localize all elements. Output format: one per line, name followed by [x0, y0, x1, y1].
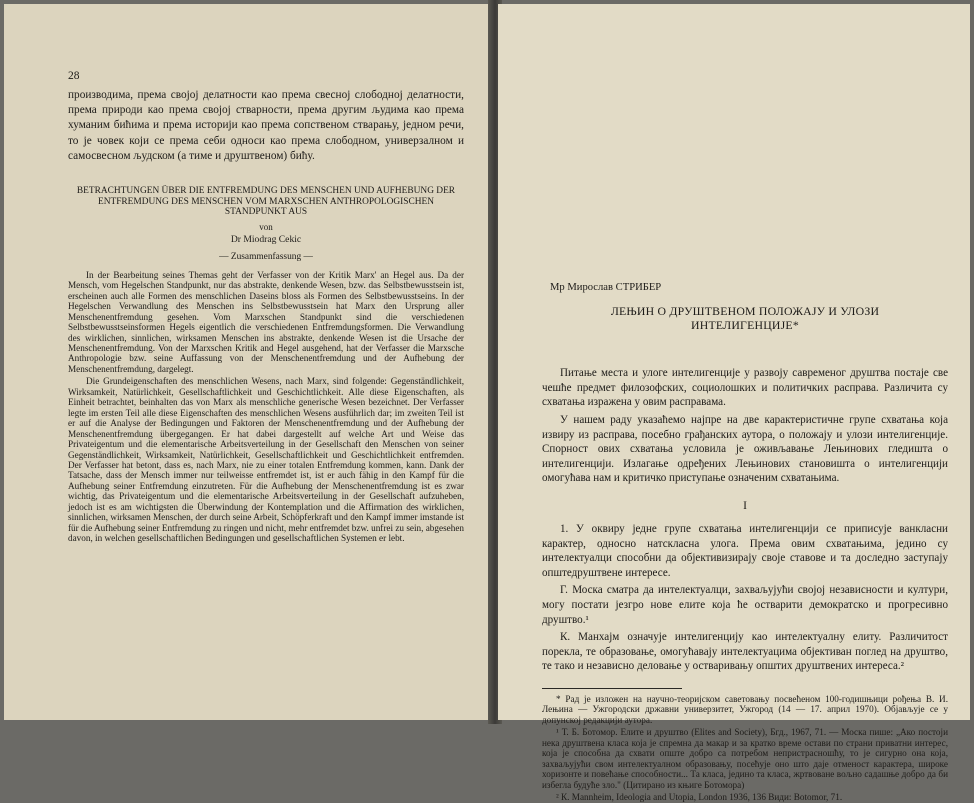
section-numeral: I — [743, 499, 747, 512]
summary-body — [68, 270, 464, 544]
left-page — [4, 4, 492, 720]
summary-von: von — [259, 221, 273, 232]
footnotes — [542, 694, 948, 803]
article-title: ЛЕЊИН О ДРУШТВЕНОМ ПОЛОЖАЈУ И УЛОЗИ ИНТЕЛИГЕНЦИЈЕ* — [610, 304, 880, 332]
body-paragraph: 1. У оквиру једне групе схватања интелигенцији се приписује ванкласни карактер, односно натскласна улога. Према овим схватањима, једино су интелектуалци способни да објективизирају своје ставове и та доследно заступају општедруштвене интересе. — [542, 522, 948, 579]
page-number: 28 — [68, 70, 80, 82]
footnote: * Рад је изложен на научно-теоријском саветовању посвећеном 100-годишњици рођења В. И. Лењина — Ужгородски државни универзитет, Ужгород (14 — 17. април 1970). Објављује се у допунској редакцији аутора. — [542, 693, 948, 725]
summary-paragraph: In der Bearbeitung seines Themas geht der Verfasser von der Kritik Marx' an Hegel aus. Da der Mensch, vom Hegelschen Standpunkt, nur das abstrakte, denkende Wesen, bzw. das Selbstbewusstsein ist, erscheinen auch alle Formen des menschlichen Daseins bloss als Formen des Selbstbewusstseins. In der Hegelschen Verwandlung des Menschen ins Selbstbewusstsein hat Marx den Ursprung aller Menschenentfremdung gesehen. Vom Marxschen Standpunkt sind die verschiedenen Selbstbewusstseinsformen Hegels eigentlich die verschiedenen Entfremdungsformen. Die Verwandlung des wirklichen, sinnlichen, wirksamen Menschen ins abstrakte, denkende Wesen ist die Ursache der Menschenentfremdung. Von der Marxschen Kritik and Hegel ausgehend, hat der Verfasser die Marxsche Anthropologie bzw. seine Auffassung von der Menschenentfremdung und der Aufhebung der Menschenentfremdung, dargelegt. — [68, 269, 464, 374]
summary-title: BETRACHTUNGEN ÜBER DIE ENTFREMDUNG DES MENSCHEN UND AUFHEBUNG DER ENTFREMDUNG DES MENSCHEN VOM MARXSCHEN ANTHROPOLOGISCHEN STANDPUNKT AUS — [76, 186, 456, 218]
right-page — [498, 4, 970, 803]
body-paragraph: У нашем раду указаћемо најпре на две карактеристичне групе схватања која извиру из расправа, посебно грађанских аутора, о положају и улози интелигенције. Спорност ових схватања условила је оживљавање Лењинових гледишта о интелигенцији. Излагање одређених Лењинових становишта о интелигенцији омогућава нам и критичко приступање означеним схватањима. — [542, 413, 948, 485]
article-body — [542, 366, 948, 674]
footnote-rule — [542, 688, 682, 689]
footnote: ¹ Т. Б. Ботомор. Елите и друштво (Elites and Society), Бгд., 1967, 71. — Моска пише: „Ако постоји нека друштвена класа која је спремна да макар и за кратко време остави по страни приватни интерес, која је способна да схвати опште добро са потребом непристрасношћу, то је сигурно она која, захваљујући свом интелектуалном образовању, посећује оно што даје отменост карактера, широке хоризонте и повећање способности... Та класа, једино та класа, жртвоване вољно садашње добро да би избегла будуће зло." (Цитирано из књиге Ботомора) — [542, 727, 948, 790]
body-paragraph: К. Манхајм означује интелигенцију као интелектуалну елиту. Различитост порекла, те образовање, омогућавају интелектуацима објективан поглед на друштво, те тако и независно деловање у остваривању општих друштвених интереса.² — [542, 631, 948, 673]
body-paragraph: Питање места и улоге интелигенције у развоју савременог друштва постаје све чешће предмет филозофских, социолошких и политичких расправа. Различита су схватања изражена у овим расправама. — [542, 367, 948, 409]
summary-label: — Zusammenfassung — — [219, 251, 313, 262]
summary-paragraph: Die Grundeigenschaften des menschlichen Wesens, nach Marx, sind folgende: Gegenständlichkeit, Wirksamkeit, Natürlichkeit, Gesellschaftlichkeit und Geschichtlichkeit. Alle diese Eigenschaften, als Einheit betrachtet, beinhalten das von Marx als menschliche generische Wesen bezeichnet. Der Verfasser legte im ersten Teil alle diese Eigenschaften des menschlichen Wesens ausführlich dar; im zweiten Teil ist er auf die Analyse der Bedingungen und Faktoren der Menschenentfremdung und der Aufhebung der Menschenentfremdung übergegangen. Er hat dabei dargestellt auf welche Art und Weise das Privateigentum und die elementarische Arbeitsverteilung in der Gesellschaft den Menschen von seiner Gegenständlichkeit, Wirksamkeit, Natürlichkeit, Gesellschaftlichkeit und Geschichtlichkeit entfremden. Der Verfasser hat betont, dass es, nach Marx, nie zu einer totalen Entfremdung kommen, kann. Dank der Tatsache, dass der Mensch immer nur teilweisse entfremdet ist, ist er auch fähig in den Kampf für die Aufhebung seiner Entfremdung einzutreten. Für die Aufhebung der Menschenentfremdung ist es zwar wichtig, das Privateigentum und die elementarische Arbeitsverteilung in der Gesellschaft aufzuheben, jedoch ist es am wichtigsten die Überwindung der Kontemplation und die Affirmation des wirklichen, sinnlichen, wirksamen Menschen, der durch seine Arbeit, Schöpferkraft und den Kampf immer imstande ist für die Aufhebung seiner Entfremdung zu ringen und nicht, mehr entfremdet bzw. unfrei zu sein, abgesehen davon, in welchen gesellschaftlichen Bedingungen und gesellschaftlichen Systemen er lebt. — [68, 376, 464, 544]
footnote: ² К. Mannheim, Ideologia and Utopia, London 1936, 136 Види: Botomor, 71. — [556, 792, 843, 803]
body-paragraph: Г. Моска сматра да интелектуалци, захваљујући својој независности и култури, могу постати језгро нове елите која ће остварити демократско и прогресивно друштво.¹ — [542, 584, 948, 626]
summary-author: Dr Miodrag Cekic — [230, 233, 302, 245]
intro-paragraph: производима, према својој делатности као према свесној слободној делатности, према природи као према својој стварности, према другим људима као према хуманим бићима и према историји као према сопственом стварању, једном речи, то је човек који се према себи односи као према слободном, универзалном и самосвесном људском (а тиме и друштвеном) бићу. — [68, 89, 464, 162]
article-author: Мр Мирослав СТРИБЕР — [550, 282, 662, 293]
